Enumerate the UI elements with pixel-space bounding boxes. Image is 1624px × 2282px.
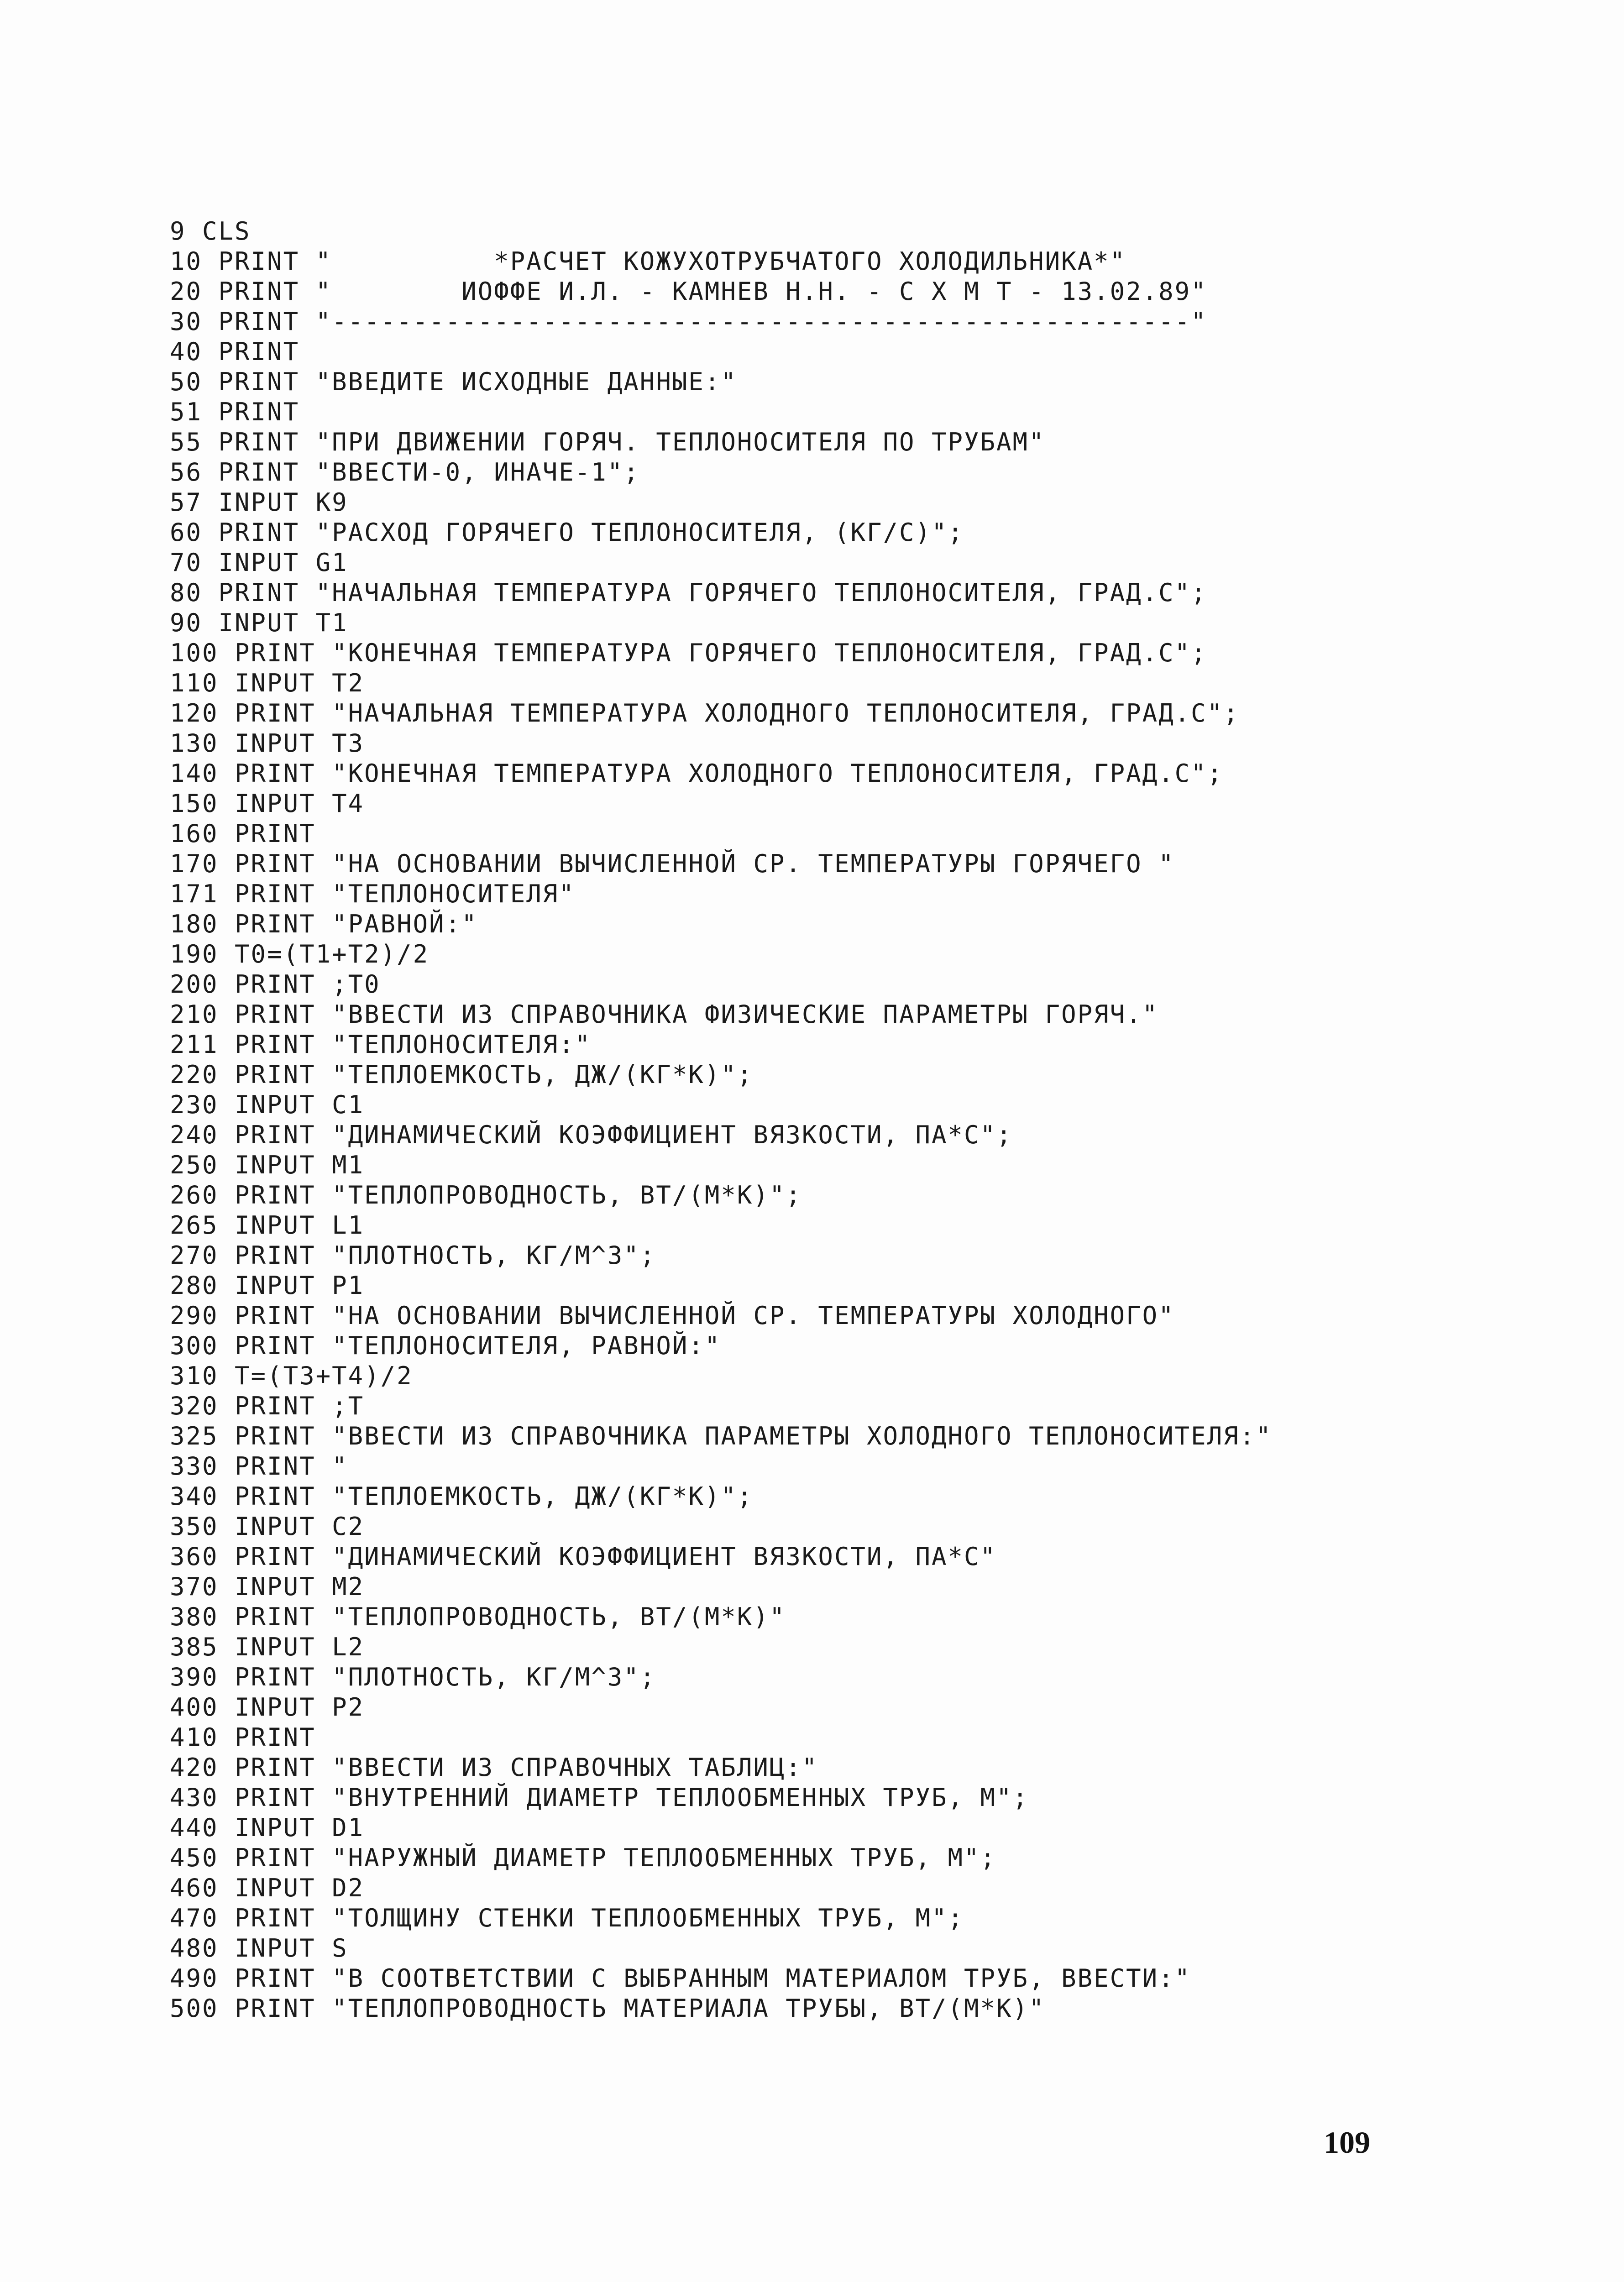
code-line: 410 PRINT bbox=[170, 1723, 316, 1752]
code-line: 280 INPUT P1 bbox=[170, 1271, 365, 1300]
code-line: 440 INPUT D1 bbox=[170, 1813, 365, 1842]
code-line: 170 PRINT "НА ОСНОВАНИИ ВЫЧИСЛЕННОЙ СР. ТЕМПЕРАТУРЫ ГОРЯЧЕГО " bbox=[170, 849, 1175, 878]
code-line: 90 INPUT T1 bbox=[170, 608, 348, 637]
code-line: 150 INPUT T4 bbox=[170, 789, 365, 818]
code-line: 265 INPUT L1 bbox=[170, 1211, 365, 1240]
code-line: 390 PRINT "ПЛОТНОСТЬ, КГ/М^3"; bbox=[170, 1663, 656, 1691]
code-line: 340 PRINT "ТЕПЛОЕМКОСТЬ, ДЖ/(КГ*К)"; bbox=[170, 1482, 754, 1511]
code-line: 310 T=(T3+T4)/2 bbox=[170, 1361, 413, 1390]
code-line: 240 PRINT "ДИНАМИЧЕСКИЙ КОЭФФИЦИЕНТ ВЯЗКОСТИ, ПА*С"; bbox=[170, 1120, 1013, 1149]
code-line: 260 PRINT "ТЕПЛОПРОВОДНОСТЬ, ВТ/(М*К)"; bbox=[170, 1181, 802, 1209]
code-line: 70 INPUT G1 bbox=[170, 548, 348, 577]
code-line: 140 PRINT "КОНЕЧНАЯ ТЕМПЕРАТУРА ХОЛОДНОГО ТЕПЛОНОСИТЕЛЯ, ГРАД.С"; bbox=[170, 759, 1224, 788]
code-line: 30 PRINT "-----------------------------------------------------" bbox=[170, 307, 1207, 336]
code-line: 400 INPUT P2 bbox=[170, 1693, 365, 1722]
code-line: 130 INPUT T3 bbox=[170, 729, 365, 758]
code-line: 450 PRINT "НАРУЖНЫЙ ДИАМЕТР ТЕПЛООБМЕННЫХ ТРУБ, М"; bbox=[170, 1843, 997, 1872]
code-line: 430 PRINT "ВНУТРЕННИЙ ДИАМЕТР ТЕПЛООБМЕННЫХ ТРУБ, М"; bbox=[170, 1783, 1029, 1812]
code-line: 180 PRINT "РАВНОЙ:" bbox=[170, 910, 478, 938]
code-line: 350 INPUT C2 bbox=[170, 1512, 365, 1541]
code-line: 500 PRINT "ТЕПЛОПРОВОДНОСТЬ МАТЕРИАЛА ТРУБЫ, ВТ/(М*К)" bbox=[170, 1994, 1045, 2023]
code-line: 380 PRINT "ТЕПЛОПРОВОДНОСТЬ, ВТ/(М*К)" bbox=[170, 1602, 786, 1631]
code-line: 250 INPUT M1 bbox=[170, 1151, 365, 1179]
code-line: 120 PRINT "НАЧАЛЬНАЯ ТЕМПЕРАТУРА ХОЛОДНОГО ТЕПЛОНОСИТЕЛЯ, ГРАД.С"; bbox=[170, 699, 1240, 728]
code-line: 51 PRINT bbox=[170, 398, 300, 426]
code-line: 110 INPUT T2 bbox=[170, 669, 365, 697]
code-line: 10 PRINT " *РАСЧЕТ КОЖУХОТРУБЧАТОГО ХОЛОДИЛЬНИКА*" bbox=[170, 247, 1126, 276]
code-line: 40 PRINT bbox=[170, 337, 300, 366]
page-number: 109 bbox=[1324, 2125, 1370, 2160]
code-line: 300 PRINT "ТЕПЛОНОСИТЕЛЯ, РАВНОЙ:" bbox=[170, 1331, 721, 1360]
code-line: 370 INPUT M2 bbox=[170, 1572, 365, 1601]
code-line: 60 PRINT "РАСХОД ГОРЯЧЕГО ТЕПЛОНОСИТЕЛЯ, (КГ/С)"; bbox=[170, 518, 964, 547]
code-line: 320 PRINT ;T bbox=[170, 1392, 365, 1420]
code-line: 100 PRINT "КОНЕЧНАЯ ТЕМПЕРАТУРА ГОРЯЧЕГО ТЕПЛОНОСИТЕЛЯ, ГРАД.С"; bbox=[170, 639, 1207, 667]
code-line: 490 PRINT "В СООТВЕТСТВИИ С ВЫБРАННЫМ МАТЕРИАЛОМ ТРУБ, ВВЕСТИ:" bbox=[170, 1964, 1191, 1993]
code-line: 360 PRINT "ДИНАМИЧЕСКИЙ КОЭФФИЦИЕНТ ВЯЗКОСТИ, ПА*С" bbox=[170, 1542, 997, 1571]
code-line: 55 PRINT "ПРИ ДВИЖЕНИИ ГОРЯЧ. ТЕПЛОНОСИТЕЛЯ ПО ТРУБАМ" bbox=[170, 428, 1045, 456]
code-line: 420 PRINT "ВВЕСТИ ИЗ СПРАВОЧНЫХ ТАБЛИЦ:" bbox=[170, 1753, 818, 1782]
code-line: 480 INPUT S bbox=[170, 1934, 348, 1963]
code-line: 20 PRINT " ИОФФЕ И.Л. - КАМНЕВ Н.Н. - С Х М Т - 13.02.89" bbox=[170, 277, 1207, 306]
code-line: 211 PRINT "ТЕПЛОНОСИТЕЛЯ:" bbox=[170, 1030, 592, 1059]
code-line: 200 PRINT ;T0 bbox=[170, 970, 381, 999]
code-line: 230 INPUT C1 bbox=[170, 1090, 365, 1119]
code-line: 56 PRINT "ВВЕСТИ-0, ИНАЧЕ-1"; bbox=[170, 458, 640, 487]
code-line: 160 PRINT bbox=[170, 819, 316, 848]
code-line: 9 CLS bbox=[170, 217, 251, 246]
code-line: 210 PRINT "ВВЕСТИ ИЗ СПРАВОЧНИКА ФИЗИЧЕСКИЕ ПАРАМЕТРЫ ГОРЯЧ." bbox=[170, 1000, 1159, 1029]
code-line: 50 PRINT "ВВЕДИТЕ ИСХОДНЫЕ ДАННЫЕ:" bbox=[170, 367, 737, 396]
code-line: 220 PRINT "ТЕПЛОЕМКОСТЬ, ДЖ/(КГ*К)"; bbox=[170, 1060, 754, 1089]
code-line: 470 PRINT "ТОЛЩИНУ СТЕНКИ ТЕПЛООБМЕННЫХ ТРУБ, М"; bbox=[170, 1904, 964, 1932]
code-line: 80 PRINT "НАЧАЛЬНАЯ ТЕМПЕРАТУРА ГОРЯЧЕГО ТЕПЛОНОСИТЕЛЯ, ГРАД.С"; bbox=[170, 578, 1207, 607]
code-line: 460 INPUT D2 bbox=[170, 1874, 365, 1902]
code-line: 290 PRINT "НА ОСНОВАНИИ ВЫЧИСЛЕННОЙ СР. ТЕМПЕРАТУРЫ ХОЛОДНОГО" bbox=[170, 1301, 1175, 1330]
code-line: 190 T0=(T1+T2)/2 bbox=[170, 940, 430, 968]
code-line: 385 INPUT L2 bbox=[170, 1633, 365, 1661]
basic-program-listing bbox=[170, 216, 1539, 2024]
code-line: 325 PRINT "ВВЕСТИ ИЗ СПРАВОЧНИКА ПАРАМЕТРЫ ХОЛОДНОГО ТЕПЛОНОСИТЕЛЯ:" bbox=[170, 1422, 1272, 1450]
code-line: 171 PRINT "ТЕПЛОНОСИТЕЛЯ" bbox=[170, 879, 575, 908]
code-line: 57 INPUT K9 bbox=[170, 488, 348, 517]
code-line: 330 PRINT " bbox=[170, 1452, 348, 1481]
code-line: 270 PRINT "ПЛОТНОСТЬ, КГ/М^3"; bbox=[170, 1241, 656, 1270]
